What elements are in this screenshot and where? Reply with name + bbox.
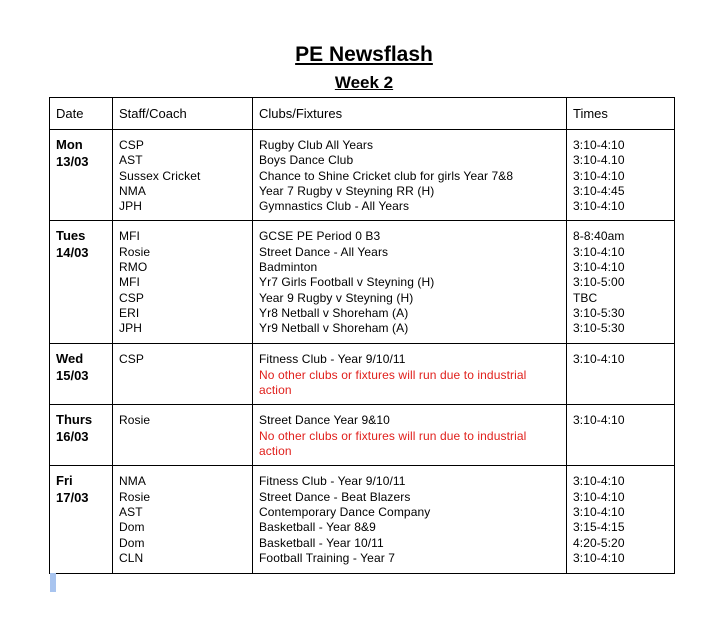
staff-cell [113, 405, 253, 466]
day-label: Tues [56, 228, 86, 244]
date-label: 14/03 [56, 245, 89, 261]
date-cell [50, 344, 113, 405]
club-entry: Football Training - Year 7 [259, 550, 396, 565]
staff-entry: CSP [119, 352, 144, 367]
time-entry: 3:10-4:10 [573, 260, 625, 275]
club-entry: GCSE PE Period 0 B3 [259, 229, 381, 244]
club-entry: Year 9 Rugby v Steyning (H) [259, 290, 414, 305]
staff-entry: Rosie [119, 244, 151, 259]
staff-entry: AST [119, 505, 143, 520]
staff-cell [113, 130, 253, 221]
time-entry: 3:15-4:15 [573, 520, 625, 535]
day-label: Wed [56, 351, 84, 367]
staff-cell [113, 221, 253, 344]
staff-entry: RMO [119, 260, 148, 275]
time-entry: 3:10-4:10 [573, 352, 625, 367]
club-entry: Fitness Club - Year 9/10/11 [259, 352, 406, 367]
staff-entry: NMA [119, 474, 146, 489]
notice-text: No other clubs or fixtures will run due to industrial action [259, 367, 527, 398]
date-cell [50, 130, 113, 221]
staff-entry: AST [119, 153, 143, 168]
times-cell [567, 344, 675, 405]
time-entry: 3:10-4:10 [573, 413, 625, 428]
times-cell [567, 466, 675, 574]
time-entry: 3:10-4:10 [573, 244, 625, 259]
time-entry: 3:10-4:10 [573, 505, 625, 520]
day-label: Mon [56, 137, 83, 152]
club-entry: Boys Dance Club [259, 153, 354, 168]
column-header-date: Date [50, 98, 113, 130]
table-row [50, 221, 675, 344]
staff-entry: CLN [119, 550, 144, 565]
staff-entry: Rosie [119, 489, 151, 504]
table-row [50, 130, 675, 221]
club-entry: Rugby Club All Years [259, 138, 374, 152]
club-entry: Year 7 Rugby v Steyning RR (H) [259, 183, 435, 198]
staff-entry: CSP [119, 290, 144, 305]
date-cell [50, 466, 113, 574]
times-cell [567, 130, 675, 221]
staff-entry: JPH [119, 321, 142, 336]
club-entry: Yr7 Girls Football v Steyning (H) [259, 275, 435, 290]
time-entry: 3:10-4:10 [573, 168, 625, 183]
clubs-cell [253, 221, 567, 344]
staff-entry: CSP [119, 138, 144, 152]
time-entry: 3:10-4:10 [573, 199, 625, 214]
club-entry: Street Dance - Beat Blazers [259, 489, 411, 504]
time-entry: 3:10-4:10 [573, 474, 625, 489]
clubs-cell [253, 405, 567, 466]
time-entry: 3:10-5:30 [573, 321, 625, 336]
date-label: 16/03 [56, 429, 89, 445]
clubs-cell [253, 344, 567, 405]
page-title: PE Newsflash [295, 43, 433, 66]
time-entry: TBC [573, 290, 598, 305]
date-cell [50, 405, 113, 466]
clubs-cell [253, 130, 567, 221]
table-header-row [50, 98, 675, 130]
staff-entry: MFI [119, 275, 140, 290]
date-label: 15/03 [56, 368, 89, 384]
club-entry: Basketball - Year 10/11 [259, 535, 384, 550]
staff-cell [113, 344, 253, 405]
staff-entry: Sussex Cricket [119, 168, 201, 183]
date-cell [50, 221, 113, 344]
column-header-times: Times [567, 98, 675, 130]
staff-entry: ERI [119, 305, 140, 320]
club-entry: Street Dance Year 9&10 [259, 413, 390, 428]
time-entry: 3:10-5:00 [573, 275, 625, 290]
time-entry: 3:10-5:30 [573, 305, 625, 320]
club-entry: Contemporary Dance Company [259, 505, 431, 520]
staff-entry: Rosie [119, 413, 151, 428]
club-entry: Yr9 Netball v Shoreham (A) [259, 321, 409, 336]
staff-entry: NMA [119, 183, 146, 198]
time-entry: 3:10-4:45 [573, 183, 625, 198]
club-entry: Chance to Shine Cricket club for girls Year 7&8 [259, 168, 514, 183]
club-entry: Basketball - Year 8&9 [259, 520, 376, 535]
table-row [50, 344, 675, 405]
time-entry: 3:10-4:10 [573, 550, 625, 565]
page-subtitle: Week 2 [334, 73, 394, 92]
times-cell [567, 221, 675, 344]
table-row [50, 466, 675, 574]
day-label: Thurs [56, 412, 93, 428]
date-label: 17/03 [56, 490, 89, 506]
text-cursor [50, 573, 56, 592]
notice-text: No other clubs or fixtures will run due to industrial action [259, 428, 527, 459]
staff-entry: Dom [119, 520, 145, 535]
staff-cell [113, 466, 253, 574]
clubs-cell [253, 466, 567, 574]
time-entry: 4:20-5:20 [573, 535, 625, 550]
time-entry: 3:10-4:10 [573, 138, 625, 152]
club-entry: Street Dance - All Years [259, 244, 389, 259]
club-entry: Fitness Club - Year 9/10/11 [259, 474, 406, 489]
table-row [50, 405, 675, 466]
club-entry: Yr8 Netball v Shoreham (A) [259, 305, 409, 320]
staff-entry: Dom [119, 535, 145, 550]
time-entry: 8-8:40am [573, 229, 625, 244]
column-header-clubs: Clubs/Fixtures [253, 98, 567, 130]
staff-entry: JPH [119, 199, 142, 214]
day-label: Fri [56, 473, 73, 489]
schedule-table [49, 97, 675, 574]
club-entry: Gymnastics Club - All Years [259, 199, 410, 214]
time-entry: 3:10-4.10 [573, 153, 625, 168]
date-label: 13/03 [56, 154, 89, 169]
times-cell [567, 405, 675, 466]
time-entry: 3:10-4:10 [573, 489, 625, 504]
column-header-staff: Staff/Coach [113, 98, 253, 130]
club-entry: Badminton [259, 260, 318, 275]
staff-entry: MFI [119, 229, 140, 244]
